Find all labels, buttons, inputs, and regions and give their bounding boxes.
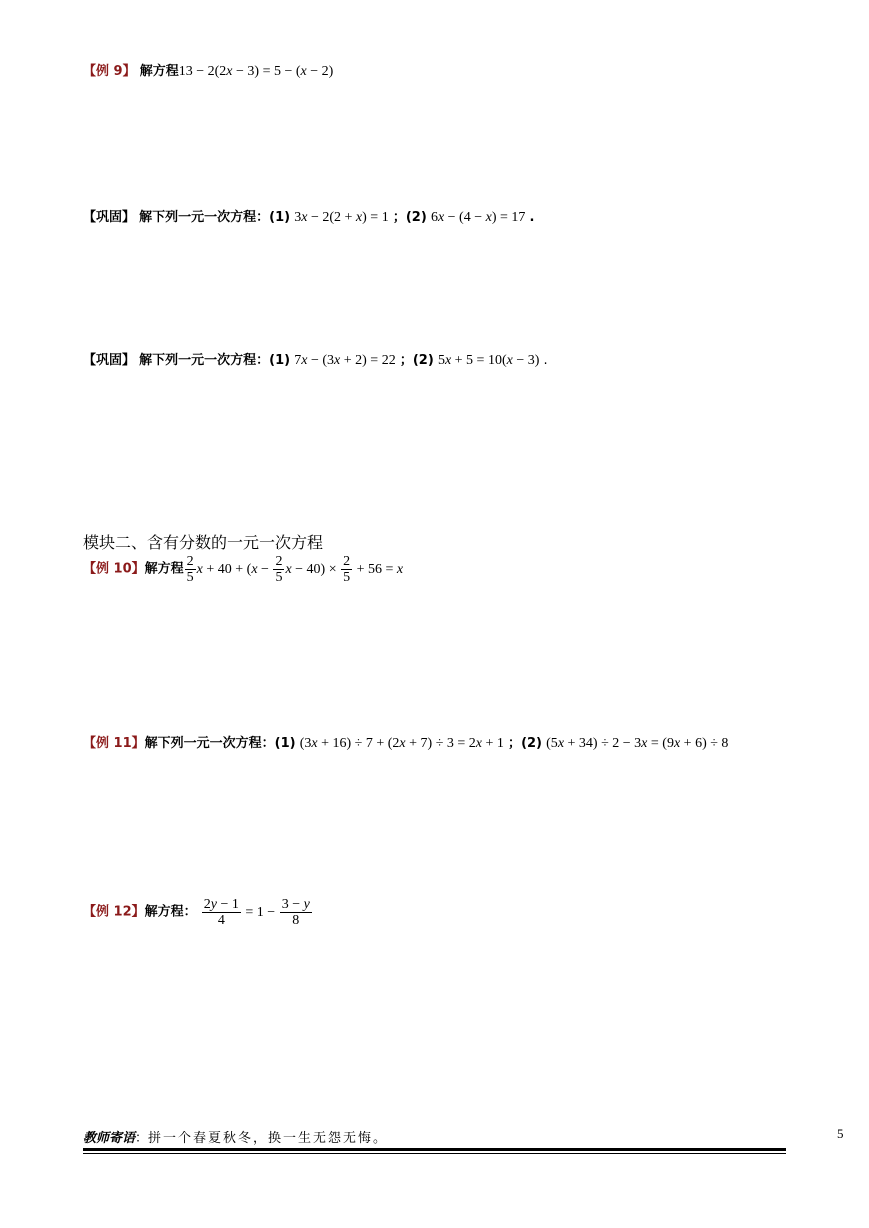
example-12-equation: $\frac{2y - 1}{4}$ = 1 − $\frac{3 - y}{8}$ — [203, 897, 310, 928]
practice-2-label-1: (1) — [269, 353, 291, 368]
practice-2-end: . — [543, 353, 548, 368]
practice-1-label-2: (2) — [405, 210, 427, 225]
practice-1-prompt: 解下列一元一次方程： — [139, 210, 270, 225]
footer-rule-thin — [83, 1153, 786, 1154]
practice-2 — [83, 353, 548, 369]
footer-text: 拼一个春夏秋冬，换一生无怨无悔。 — [148, 1131, 389, 1146]
example-10-prompt: 解方程 — [144, 561, 184, 577]
example-12-prompt: 解方程： — [144, 904, 197, 920]
example-11-separator: ； — [508, 736, 522, 751]
fraction-2y-1-over-4: $\frac{2y - 1}{4}$ — [203, 897, 239, 928]
footer-label: 教师寄语 — [83, 1131, 136, 1146]
practice-1-separator: ； — [392, 210, 406, 225]
example-11-equation-1: (3x + 16) ÷ 7 + (2x + 7) ÷ 3 = 2x + 1 — [299, 736, 504, 751]
example-9-prompt: 解方程 — [139, 64, 179, 79]
practice-1-equation-1: 3x − 2(2 + x) = 1 — [294, 210, 389, 225]
fraction-3-y-over-8: $\frac{3 - y}{8}$ — [281, 897, 310, 928]
practice-1-label-1: (1) — [269, 210, 291, 225]
practice-2-equation-2: 5x + 5 = 10(x − 3) — [437, 353, 540, 368]
example-12-tag: 【例 12】 — [83, 904, 145, 920]
practice-1 — [83, 210, 534, 226]
practice-2-separator: ； — [399, 353, 413, 368]
example-12 — [83, 897, 313, 928]
example-10 — [83, 554, 403, 585]
fraction-2-5-b: $\frac{2}{5}$ — [275, 554, 283, 585]
example-9-tag: 【例 9】 — [83, 64, 136, 79]
practice-2-equation-1: 7x − (3x + 2) = 22 — [294, 353, 396, 368]
example-9-equation: 13 − 2(2x − 3) = 5 − (x − 2) — [178, 64, 334, 79]
example-11-label-2: (2) — [521, 736, 542, 751]
practice-2-label-2: (2) — [412, 353, 434, 368]
practice-1-tag: 【巩固】 — [83, 210, 136, 225]
practice-1-end: . — [529, 210, 535, 225]
footer-rule-thick — [83, 1148, 786, 1151]
fraction-2-5-a: $\frac{2}{5}$ — [186, 554, 194, 585]
fraction-2-5-c: $\frac{2}{5}$ — [343, 554, 351, 585]
practice-1-equation-2: 6x − (4 − x) = 17 — [430, 210, 526, 225]
example-11-label-1: (1) — [274, 736, 296, 751]
practice-2-tag: 【巩固】 — [83, 353, 136, 368]
example-11-tag: 【例 11】 — [83, 736, 145, 751]
example-9 — [83, 64, 333, 80]
page-number: 5 — [837, 1126, 844, 1141]
example-11-equation-2: (5x + 34) ÷ 2 − 3x = (9x + 6) ÷ 8 — [546, 736, 729, 751]
practice-2-prompt: 解下列一元一次方程： — [139, 353, 270, 368]
example-11 — [83, 736, 728, 752]
example-11-prompt: 解下列一元一次方程： — [144, 736, 275, 751]
example-10-tag: 【例 10】 — [83, 561, 145, 577]
example-10-equation: $\frac{2}{5}$ x + 40 + (x − $\frac{2}{5}$ x − 40) × $\frac{2}{5}$ + 56 = x — [186, 554, 404, 585]
footer-motto — [83, 1127, 388, 1146]
module-2-heading: 模块二、含有分数的一元一次方程 — [83, 533, 324, 552]
footer-colon: ： — [135, 1131, 149, 1146]
